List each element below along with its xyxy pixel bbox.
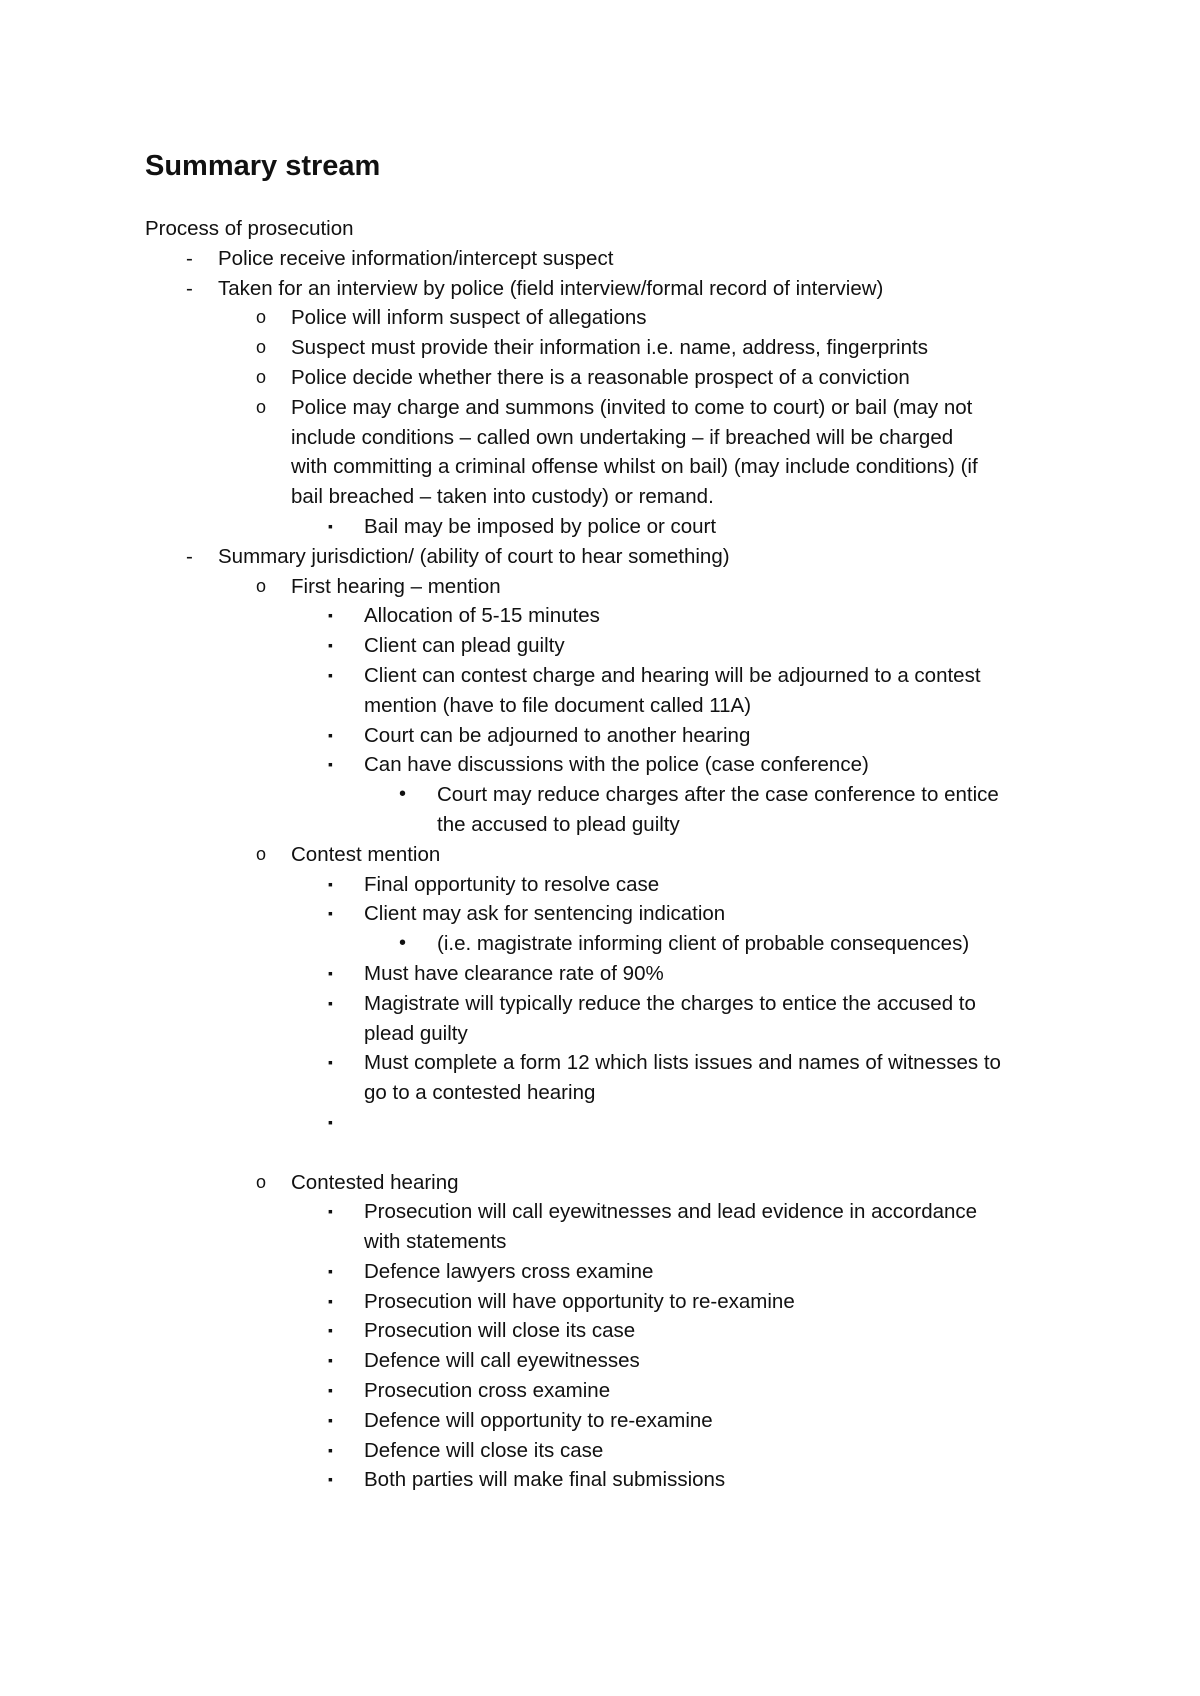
- list-item: [0, 363, 1200, 393]
- list-item-text: Both parties will make final submissions: [364, 1468, 726, 1492]
- bullet-marker: o: [256, 366, 267, 387]
- list-item: [0, 989, 1200, 1019]
- list-item: [0, 1227, 1200, 1257]
- list-item-text: Defence will opportunity to re-examine: [364, 1408, 713, 1432]
- bullet-marker: ▪: [328, 726, 333, 743]
- list-item: [0, 542, 1200, 572]
- list-item: [0, 1048, 1200, 1078]
- list-item: [0, 423, 1200, 453]
- list-item-text: Police may charge and summons (invited to come to court) or bail (may not: [291, 395, 973, 419]
- bullet-marker: ▪: [328, 1113, 333, 1130]
- list-item-text: Magistrate will typically reduce the charges to entice the accused to: [364, 991, 976, 1015]
- bullet-marker: ▪: [328, 875, 333, 892]
- list-item-text: go to a contested hearing: [364, 1081, 596, 1105]
- list-item: [0, 721, 1200, 751]
- list-item: [0, 810, 1200, 840]
- list-item-text: Defence will close its case: [364, 1438, 604, 1462]
- list-item-text: Summary jurisdiction/ (ability of court to hear something): [218, 544, 730, 568]
- list-item-text: Prosecution will call eyewitnesses and lead evidence in accordance: [364, 1200, 978, 1224]
- list-item: [0, 333, 1200, 363]
- bullet-marker: -: [186, 246, 193, 270]
- list-item: [0, 274, 1200, 304]
- list-item: [0, 929, 1200, 959]
- list-item-text: Process of prosecution: [145, 217, 354, 240]
- list-item: [0, 750, 1200, 780]
- list-item: [0, 572, 1200, 602]
- list-item: [0, 1257, 1200, 1287]
- list-item-text: Police will inform suspect of allegations: [291, 306, 647, 330]
- list-item: [0, 899, 1200, 929]
- list-item: [0, 601, 1200, 631]
- list-item: [0, 1138, 1200, 1168]
- list-item-text: Bail may be imposed by police or court: [364, 514, 717, 538]
- bullet-marker: -: [186, 276, 193, 300]
- bullet-marker: o: [256, 843, 267, 864]
- bullet-marker: ▪: [328, 517, 333, 534]
- list-item-text: Allocation of 5-15 minutes: [364, 604, 600, 628]
- list-item: [0, 870, 1200, 900]
- bullet-marker: o: [256, 337, 267, 358]
- bullet-marker: o: [256, 396, 267, 417]
- list-item: [0, 303, 1200, 333]
- list-item: [0, 1019, 1200, 1049]
- list-item: [0, 1287, 1200, 1317]
- list-item-text: Can have discussions with the police (case conference): [364, 753, 869, 777]
- bullet-marker: ▪: [328, 1441, 333, 1458]
- list-item-text: Client may ask for sentencing indication: [364, 902, 726, 926]
- list-item-text: Court can be adjourned to another hearing: [364, 723, 751, 747]
- list-item-text: with committing a criminal offense whilst on bail) (may include conditions) (if: [291, 455, 978, 479]
- list-item-text: Final opportunity to resolve case: [364, 872, 660, 896]
- list-item: [0, 1316, 1200, 1346]
- list-item-text: include conditions – called own undertaking – if breached will be charged: [291, 425, 954, 449]
- list-item: [0, 1078, 1200, 1108]
- list-item-text: Contest mention: [291, 842, 441, 866]
- bullet-marker: o: [256, 307, 267, 328]
- list-item-text: Client can plead guilty: [364, 634, 565, 658]
- bullet-marker: ▪: [328, 756, 333, 773]
- list-item-text: (i.e. magistrate informing client of probable consequences): [437, 932, 970, 956]
- list-item: [0, 1168, 1200, 1198]
- bullet-marker: ▪: [328, 1382, 333, 1399]
- list-item-text: Police receive information/intercept suspect: [218, 246, 614, 270]
- list-item: [0, 1465, 1200, 1495]
- list-item: [0, 214, 1200, 244]
- list-item: [0, 393, 1200, 423]
- bullet-marker: ▪: [328, 1203, 333, 1220]
- notes-list: [0, 214, 1200, 1495]
- list-item-text: Prosecution will close its case: [364, 1319, 636, 1343]
- list-item-text: the accused to plead guilty: [437, 812, 680, 836]
- bullet-marker: ▪: [328, 1292, 333, 1309]
- bullet-marker: -: [186, 544, 193, 568]
- bullet-marker: ▪: [328, 1471, 333, 1488]
- list-item: [0, 1346, 1200, 1376]
- list-item: [0, 1436, 1200, 1466]
- bullet-marker: o: [256, 575, 267, 596]
- bullet-marker: ▪: [328, 666, 333, 683]
- bullet-marker: ▪: [328, 905, 333, 922]
- list-item: [0, 512, 1200, 542]
- bullet-marker: ▪: [328, 964, 333, 981]
- list-item: [0, 452, 1200, 482]
- list-item-text: Court may reduce charges after the case conference to entice: [437, 783, 999, 807]
- list-item: [0, 840, 1200, 870]
- bullet-marker: ▪: [328, 1262, 333, 1279]
- bullet-marker: ▪: [328, 637, 333, 654]
- bullet-marker: o: [256, 1171, 267, 1192]
- bullet-marker: ▪: [328, 607, 333, 624]
- bullet-marker: ▪: [328, 1322, 333, 1339]
- list-item: [0, 1108, 1200, 1138]
- list-item: [0, 1376, 1200, 1406]
- list-item-text: plead guilty: [364, 1021, 468, 1045]
- bullet-marker: ▪: [328, 1352, 333, 1369]
- list-item: [0, 780, 1200, 810]
- list-item-text: Suspect must provide their information i.e. name, address, fingerprints: [291, 336, 928, 360]
- bullet-marker: ▪: [328, 994, 333, 1011]
- bullet-marker: ▪: [328, 1054, 333, 1071]
- list-item-text: bail breached – taken into custody) or remand.: [291, 485, 714, 509]
- list-item-text: with statements: [364, 1230, 507, 1254]
- list-item: [0, 959, 1200, 989]
- bullet-marker: •: [399, 783, 407, 806]
- list-item-text: Must have clearance rate of 90%: [364, 961, 664, 985]
- list-item: [0, 661, 1200, 691]
- list-item-text: Contested hearing: [291, 1170, 459, 1194]
- document-title: Summary stream: [145, 150, 381, 182]
- list-item-text: Prosecution will have opportunity to re-examine: [364, 1289, 795, 1313]
- list-item-text: mention (have to file document called 11A): [364, 693, 752, 717]
- list-item: [0, 631, 1200, 661]
- bullet-marker: ▪: [328, 1411, 333, 1428]
- list-item-text: Defence lawyers cross examine: [364, 1259, 654, 1283]
- list-item-text: Police decide whether there is a reasonable prospect of a conviction: [291, 365, 910, 389]
- list-item: [0, 244, 1200, 274]
- list-item: [0, 1197, 1200, 1227]
- list-item: [0, 1406, 1200, 1436]
- list-item-text: First hearing – mention: [291, 574, 501, 598]
- list-item: [0, 482, 1200, 512]
- list-item-text: Client can contest charge and hearing will be adjourned to a contest: [364, 663, 981, 687]
- list-item: [0, 691, 1200, 721]
- bullet-marker: •: [399, 932, 407, 955]
- list-item-text: Taken for an interview by police (field interview/formal record of interview): [218, 276, 884, 300]
- list-item-text: Defence will call eyewitnesses: [364, 1349, 640, 1373]
- list-item-text: Must complete a form 12 which lists issues and names of witnesses to: [364, 1051, 1001, 1075]
- list-item-text: Prosecution cross examine: [364, 1379, 611, 1403]
